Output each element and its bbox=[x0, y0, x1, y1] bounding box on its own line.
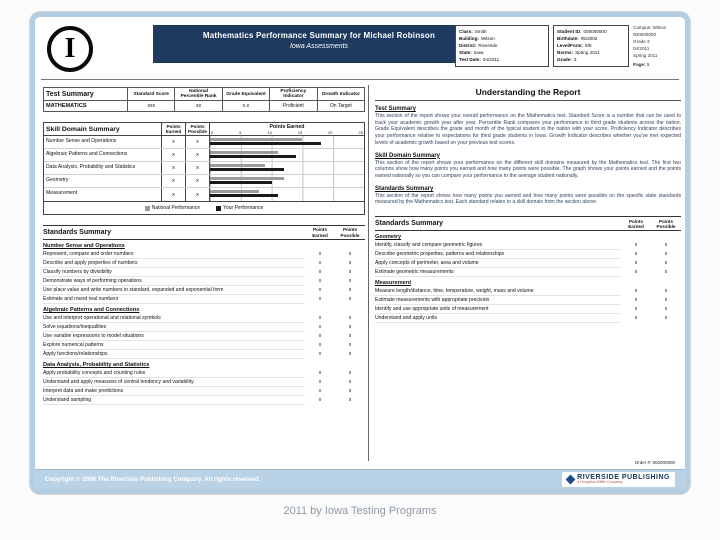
info-row-value: Wilson bbox=[480, 36, 495, 42]
standards-item-row bbox=[375, 296, 681, 305]
info-row-label: State: bbox=[459, 50, 472, 56]
skill-domain-label: Number Sense and Operations bbox=[44, 136, 162, 148]
skill-domain-label: Algebraic Patterns and Connections bbox=[44, 149, 162, 161]
standards-summary-right bbox=[375, 216, 681, 323]
understanding-section-body: This section of the report shows your overall performance on the Mathematics test. Standard Score is a number that can be used to track your academic growth year after year. Percentile Rank compares your performance to third grade students across the nation. Grade Equivalent describes the grade and month of the typical student in the nation with your score. Proficiency Indicator describes your performance relative to expectations for third grade students in Iowa. Growth Indicator describes whether you've met expected levels of academic growth based on your previous test scores. bbox=[375, 113, 681, 146]
points-earned-value: x bbox=[634, 306, 638, 313]
meta-line: 000000000 bbox=[633, 32, 656, 38]
info-row bbox=[459, 28, 545, 35]
your-performance-bar bbox=[210, 194, 278, 197]
standards-item-label: Measure length/distance, time, temperature, weight, mass and volume bbox=[375, 287, 621, 296]
points-earned-value: x bbox=[634, 297, 638, 304]
info-row-value: 04/2011 bbox=[482, 57, 500, 63]
standards-item-label: Interpret data and make predictions bbox=[43, 387, 305, 396]
points-possible-value: x bbox=[348, 296, 352, 302]
skill-domain-bar-chart bbox=[210, 162, 364, 174]
points-possible-value: x bbox=[186, 149, 210, 161]
points-earned-value: x bbox=[318, 342, 322, 348]
points-earned-value: x bbox=[162, 188, 186, 201]
points-possible-value: x bbox=[664, 269, 668, 276]
logo-letter: I bbox=[64, 33, 76, 64]
meta-line: Campus: Wilson bbox=[633, 25, 667, 30]
legend-swatch bbox=[145, 206, 150, 211]
standards-item-label: Apply concepts of perimeter, area and volume bbox=[375, 259, 621, 268]
national-performance-bar bbox=[210, 138, 302, 141]
understanding-section-title: Standards Summary bbox=[375, 185, 434, 192]
test-summary-column-header: Standard Score bbox=[128, 88, 175, 101]
standards-item-row bbox=[375, 241, 681, 250]
legend-swatch bbox=[216, 206, 221, 211]
meta-line: Grade 3 bbox=[633, 39, 650, 45]
skill-domain-title: Skill Domain Summary bbox=[44, 123, 162, 135]
understanding-heading: Understanding the Report bbox=[375, 87, 681, 101]
points-possible-value: x bbox=[348, 397, 352, 403]
standards-right-header bbox=[375, 216, 681, 231]
meta-line: 04/2011 bbox=[633, 46, 650, 52]
info-row-label: Class: bbox=[459, 29, 473, 34]
info-row-value: Iowa bbox=[473, 50, 484, 56]
standards-item-row bbox=[43, 341, 365, 350]
points-possible-header: Points Possible bbox=[656, 218, 676, 229]
test-summary-value: Proficient bbox=[270, 101, 317, 112]
skill-domain-bar-chart bbox=[210, 136, 364, 148]
standards-item-label: Apply probability concepts and counting rules bbox=[43, 369, 305, 378]
standards-item-row bbox=[43, 314, 365, 323]
points-possible-value: x bbox=[348, 388, 352, 394]
skill-domain-rows bbox=[44, 136, 364, 201]
skill-domain-row bbox=[44, 162, 364, 175]
standards-item-label: Understand sampling bbox=[43, 396, 305, 405]
understanding-section bbox=[375, 106, 681, 147]
chart-axis bbox=[210, 130, 364, 135]
points-possible-value: x bbox=[186, 136, 210, 148]
legend-item bbox=[145, 205, 200, 211]
points-possible-value: x bbox=[348, 315, 352, 321]
understanding-section-body: This section of the report shows how many points you earned and how many points were possible on the specific state standards measured by the Mathematics test. Each standard relates to a skill domain from the section above. bbox=[375, 192, 681, 206]
points-possible-value: x bbox=[348, 342, 352, 348]
info-row bbox=[557, 28, 625, 35]
brand-text bbox=[577, 474, 670, 486]
standards-item-label: Apply functions/relationships bbox=[43, 350, 305, 359]
info-row bbox=[459, 49, 545, 56]
info-row bbox=[557, 42, 625, 49]
points-earned-header: Points Earned bbox=[312, 227, 328, 238]
standards-item-label: Use variable expressions to model situations bbox=[43, 332, 305, 341]
chart-legend bbox=[44, 201, 364, 214]
info-row-value: Smith bbox=[474, 29, 487, 34]
understanding-section bbox=[375, 153, 681, 180]
points-earned-value: x bbox=[634, 251, 638, 258]
your-performance-bar bbox=[210, 168, 284, 171]
standards-item-label: Classify numbers by divisibility bbox=[43, 268, 305, 277]
standards-item-row bbox=[43, 286, 365, 295]
standards-group-title: Data Analysis, Probability and Statistics bbox=[43, 362, 150, 368]
standards-title: Standards Summary bbox=[43, 229, 112, 236]
standards-item-label: Understand and apply measures of central tendency and variability bbox=[43, 378, 305, 387]
info-row-value: Riverside bbox=[478, 43, 498, 49]
standards-item-row bbox=[375, 305, 681, 314]
standards-left-header bbox=[43, 225, 365, 240]
standards-group-title: Algebraic Patterns and Connections bbox=[43, 307, 140, 313]
axis-tick: 15 bbox=[297, 130, 303, 135]
iowa-logo-icon bbox=[47, 26, 93, 72]
standards-item-row bbox=[43, 295, 365, 304]
test-summary-table bbox=[43, 87, 365, 112]
brand-tagline: a Houghton Mifflin Company bbox=[577, 480, 623, 485]
report-page-content bbox=[35, 17, 685, 489]
diamond-icon bbox=[566, 475, 576, 485]
skill-domain-summary bbox=[43, 122, 365, 215]
standards-item-label: Identify and use appropriate units of measurement bbox=[375, 305, 621, 314]
points-possible-value: x bbox=[664, 242, 668, 249]
info-row bbox=[557, 56, 625, 63]
points-possible-value: x bbox=[348, 260, 352, 266]
info-row-value: Spring 2011 bbox=[575, 50, 600, 56]
report-title-bar bbox=[153, 25, 485, 63]
points-possible-value: x bbox=[664, 297, 668, 304]
points-earned-value: x bbox=[318, 397, 322, 403]
points-earned-header: Points Earned bbox=[628, 218, 644, 229]
axis-tick: 5 bbox=[239, 130, 242, 135]
points-possible-value: x bbox=[664, 306, 668, 313]
meta-line: Spring 2011 bbox=[633, 53, 658, 59]
points-possible-value: x bbox=[348, 324, 352, 330]
info-row-label: Building: bbox=[459, 36, 479, 42]
info-row-value: 05/2002 bbox=[580, 36, 598, 42]
info-row-value: 9/E bbox=[585, 43, 592, 49]
skill-domain-bar-chart bbox=[210, 175, 364, 187]
points-earned-value: x bbox=[318, 251, 322, 257]
report-page bbox=[30, 12, 690, 494]
points-earned-value: x bbox=[634, 260, 638, 267]
points-possible-value: x bbox=[348, 278, 352, 284]
points-earned-value: x bbox=[162, 136, 186, 148]
axis-tick: 20 bbox=[328, 130, 333, 135]
points-possible-value: x bbox=[186, 175, 210, 187]
axis-tick: 0 bbox=[211, 130, 214, 135]
standards-item-row bbox=[43, 250, 365, 259]
points-earned-value: x bbox=[634, 269, 638, 276]
points-earned-value: x bbox=[318, 388, 322, 394]
standards-group-title: Measurement bbox=[375, 280, 412, 287]
points-earned-value: x bbox=[318, 287, 322, 293]
test-summary-value: x.x bbox=[222, 101, 269, 112]
info-row-label: Norms: bbox=[557, 50, 574, 56]
national-performance-bar bbox=[210, 177, 284, 180]
info-row-label: Test Date: bbox=[459, 57, 481, 63]
standards-item-label: Estimate geometric measurements bbox=[375, 268, 621, 277]
skill-domain-label: Measurement bbox=[44, 188, 162, 201]
standards-item-row bbox=[375, 287, 681, 296]
standards-item-label: Demonstrate ways of performing operations bbox=[43, 277, 305, 286]
info-row bbox=[557, 35, 625, 42]
skill-domain-label: Geometry bbox=[44, 175, 162, 187]
standards-group-title: Number Sense and Operations bbox=[43, 243, 125, 249]
points-possible-value: x bbox=[186, 162, 210, 174]
points-earned-value: x bbox=[318, 379, 322, 385]
axis-tick: 25 bbox=[358, 130, 363, 135]
points-earned-header: Points Earned bbox=[162, 123, 186, 135]
standards-item-row bbox=[43, 259, 365, 268]
standards-item-row bbox=[43, 378, 365, 387]
points-possible-value: x bbox=[348, 351, 352, 357]
standards-item-label: Understand and apply units bbox=[375, 314, 621, 323]
axis-tick: 10 bbox=[267, 130, 272, 135]
standards-item-label: Estimate measurements with appropriate precision bbox=[375, 296, 621, 305]
points-possible-value: x bbox=[348, 333, 352, 339]
points-possible-value: x bbox=[664, 288, 668, 295]
copyright-text: Copyright © 2008 The Riverside Publishing Company. All rights reserved. bbox=[45, 476, 261, 483]
standards-item-row bbox=[43, 268, 365, 277]
meta-block bbox=[633, 24, 685, 68]
standards-item-row bbox=[43, 350, 365, 359]
standards-item-row bbox=[375, 314, 681, 323]
info-row-label: Level/Form: bbox=[557, 43, 584, 49]
points-earned-value: x bbox=[634, 242, 638, 249]
skill-domain-header-row bbox=[44, 123, 364, 136]
skill-domain-bar-chart bbox=[210, 188, 364, 201]
skill-domain-bar-chart bbox=[210, 149, 364, 161]
standards-item-row bbox=[375, 268, 681, 277]
standards-item-label: Estimate and round real numbers bbox=[43, 295, 305, 304]
skill-domain-row bbox=[44, 175, 364, 188]
legend-label: Your Performance bbox=[223, 205, 264, 211]
info-row-label: Student ID: bbox=[557, 29, 582, 34]
page-number: Page: 1 bbox=[633, 61, 650, 67]
info-row-label: District: bbox=[459, 43, 477, 49]
standards-item-label: Use and interpret operational and relational symbols bbox=[43, 314, 305, 323]
points-possible-header: Points Possible bbox=[186, 123, 210, 135]
points-earned-value: x bbox=[318, 278, 322, 284]
standards-right-body bbox=[375, 231, 681, 323]
points-possible-value: x bbox=[348, 370, 352, 376]
info-box-student bbox=[553, 25, 629, 67]
info-row bbox=[459, 35, 545, 42]
skill-domain-row bbox=[44, 149, 364, 162]
standards-item-row bbox=[43, 387, 365, 396]
understanding-section-title: Test Summary bbox=[375, 106, 416, 112]
understanding-section bbox=[375, 186, 681, 206]
info-row bbox=[459, 56, 545, 63]
points-possible-value: x bbox=[348, 379, 352, 385]
test-summary-title: Test Summary bbox=[44, 88, 128, 101]
riverside-publishing-logo bbox=[562, 472, 675, 488]
header-divider bbox=[41, 79, 679, 80]
points-earned-value: x bbox=[318, 333, 322, 339]
info-row bbox=[557, 49, 625, 56]
points-earned-value: x bbox=[318, 324, 322, 330]
standards-item-row bbox=[43, 332, 365, 341]
info-box-class bbox=[455, 25, 549, 67]
footer-bar bbox=[35, 469, 685, 489]
standards-item-row bbox=[43, 323, 365, 332]
brand-name: RIVERSIDE PUBLISHING bbox=[577, 473, 670, 481]
skill-domain-row bbox=[44, 188, 364, 201]
standards-title: Standards Summary bbox=[375, 220, 444, 228]
info-row-value: 3 bbox=[573, 57, 577, 63]
points-earned-value: x bbox=[162, 149, 186, 161]
points-possible-value: x bbox=[664, 251, 668, 258]
report-subtitle: Iowa Assessments bbox=[289, 43, 349, 50]
points-possible-value: x bbox=[186, 188, 210, 201]
order-number: Order #: 002000000 bbox=[634, 460, 675, 465]
info-row-value: 000000000 bbox=[583, 29, 607, 34]
test-summary-value: On Target bbox=[317, 101, 364, 112]
points-possible-value: x bbox=[348, 269, 352, 275]
your-performance-bar bbox=[210, 181, 272, 184]
points-earned-value: x bbox=[318, 260, 322, 266]
points-possible-header: Points Possible bbox=[340, 227, 360, 238]
points-possible-value: x bbox=[348, 251, 352, 257]
points-possible-value: x bbox=[664, 260, 668, 267]
legend-item bbox=[216, 205, 263, 211]
points-possible-value: x bbox=[348, 287, 352, 293]
info-row-label: Birthdate: bbox=[557, 36, 579, 42]
test-summary-column-header: Proficiency Indicator bbox=[270, 88, 317, 101]
left-column bbox=[43, 87, 365, 405]
points-earned-value: x bbox=[634, 288, 638, 295]
points-earned-value: x bbox=[634, 315, 638, 322]
points-earned-value: x bbox=[318, 269, 322, 275]
standards-item-row bbox=[43, 369, 365, 378]
national-performance-bar bbox=[210, 151, 278, 154]
right-column bbox=[375, 87, 681, 323]
points-earned-value: x bbox=[162, 175, 186, 187]
points-earned-value: x bbox=[318, 370, 322, 376]
slide-caption: 2011 by Iowa Testing Programs bbox=[283, 505, 437, 517]
skill-domain-label: Data Analysis, Probability and Statistics bbox=[44, 162, 162, 174]
standards-item-label: Represent, compare and order numbers bbox=[43, 250, 305, 259]
test-summary-subject: MATHEMATICS bbox=[44, 101, 128, 112]
standards-item-label: Describe and apply properties of numbers bbox=[43, 259, 305, 268]
standards-item-label: Use place value and write numbers in standard, expanded and exponential form bbox=[43, 286, 305, 295]
report-title: Mathematics Performance Summary for Michael Robinson bbox=[202, 31, 436, 40]
standards-summary-left bbox=[43, 225, 365, 405]
standards-left-body bbox=[43, 240, 365, 405]
points-possible-value: x bbox=[664, 315, 668, 322]
national-performance-bar bbox=[210, 164, 265, 167]
test-summary-header-row bbox=[44, 88, 365, 101]
understanding-section-body: This section of the report shows your performance on the different skill domains measured by the Mathematics test. The first two columns show how many points you earned and how many points were possible. The graph shows your points earned and the points earned nationally so you can compare your performance to the average student nationally. bbox=[375, 159, 681, 180]
standards-item-label: Explore numerical patterns bbox=[43, 341, 305, 350]
standards-item-row bbox=[375, 250, 681, 259]
chart-header bbox=[210, 123, 364, 135]
standards-item-label: Identify, classify and compare geometric figures bbox=[375, 241, 621, 250]
understanding-sections bbox=[375, 106, 681, 206]
understanding-section-title: Skill Domain Summary bbox=[375, 152, 441, 159]
your-performance-bar bbox=[210, 155, 296, 158]
legend-label: National Performance bbox=[151, 205, 201, 211]
column-divider bbox=[368, 85, 369, 461]
points-earned-value: x bbox=[318, 296, 322, 302]
points-earned-value: x bbox=[318, 351, 322, 357]
info-row bbox=[459, 42, 545, 49]
chart-title: Points Earned bbox=[269, 124, 305, 130]
test-summary-row bbox=[44, 101, 365, 112]
standards-item-row bbox=[43, 396, 365, 405]
your-performance-bar bbox=[210, 142, 321, 145]
test-summary-column-header: Growth Indicator bbox=[317, 88, 364, 101]
info-row-label: Grade: bbox=[557, 57, 572, 63]
standards-item-row bbox=[375, 259, 681, 268]
standards-item-row bbox=[43, 277, 365, 286]
points-earned-value: x bbox=[318, 315, 322, 321]
test-summary-column-header: National Percentile Rank bbox=[175, 88, 222, 101]
national-performance-bar bbox=[210, 190, 259, 193]
skill-domain-row bbox=[44, 136, 364, 149]
test-summary-value: xx bbox=[175, 101, 222, 112]
standards-item-label: Solve equations/inequalities bbox=[43, 323, 305, 332]
standards-group-title: Geometry bbox=[375, 234, 402, 241]
points-earned-value: x bbox=[162, 162, 186, 174]
test-summary-column-header: Grade Equivalent bbox=[222, 88, 269, 101]
standards-item-label: Describe geometric properties, patterns and relationships bbox=[375, 250, 621, 259]
test-summary-value: xxx bbox=[128, 101, 175, 112]
